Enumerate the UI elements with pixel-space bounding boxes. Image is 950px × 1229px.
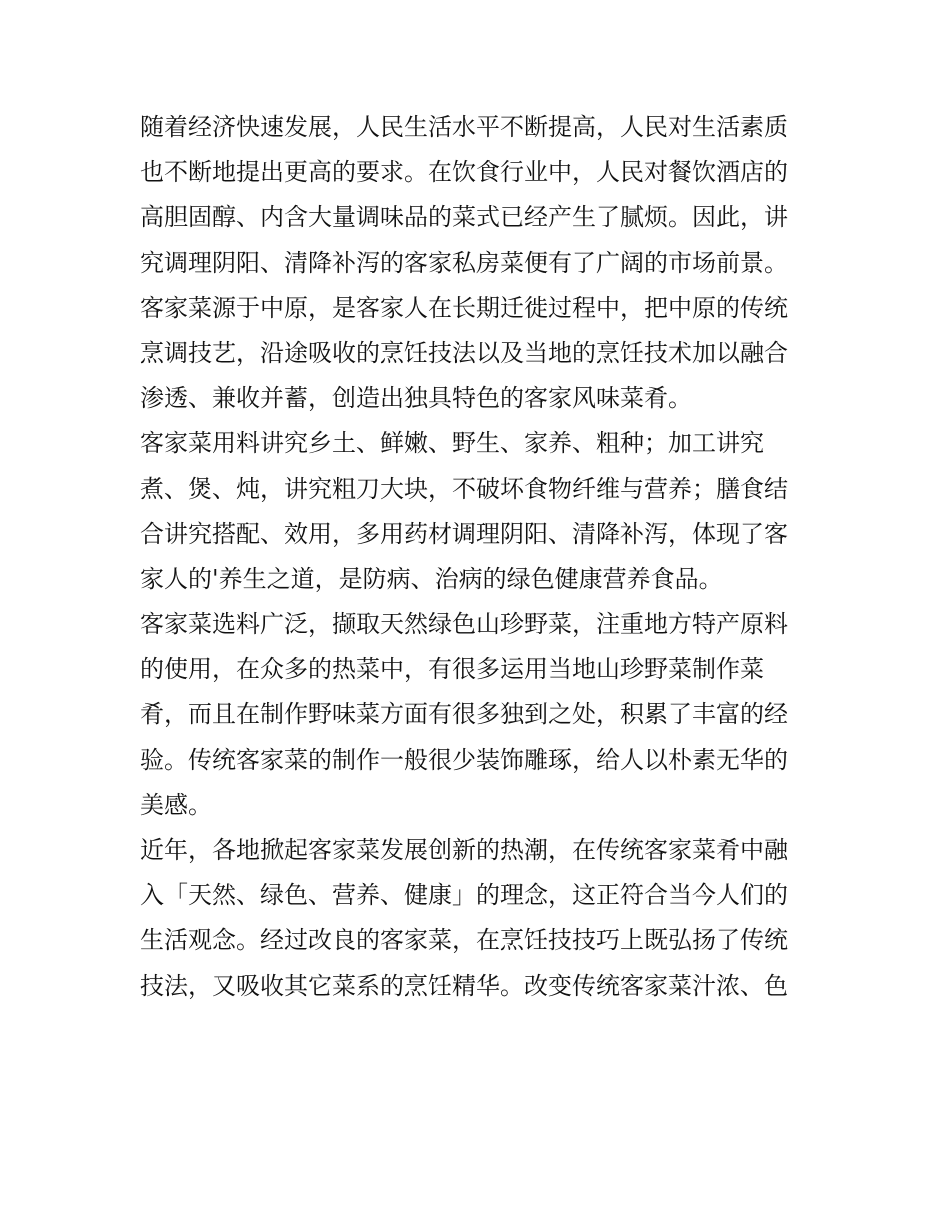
text-line: 客家菜用料讲究乡土、鲜嫩、野生、家养、粗种；加工讲究 bbox=[140, 429, 764, 458]
text-line: 技法，又吸收其它菜系的烹饪精华。改变传统客家菜汁浓、色 bbox=[140, 971, 788, 1000]
text-line: 的使用，在众多的热菜中，有很多运用当地山珍野菜制作菜 bbox=[140, 655, 764, 684]
body-text bbox=[140, 105, 830, 1009]
text-line: 随着经济快速发展，人民生活水平不断提高，人民对生活素质 bbox=[140, 113, 788, 141]
text-line: 近年，各地掀起客家菜发展创新的热潮，在传统客家菜肴中融 bbox=[140, 836, 788, 864]
text-line: 客家菜源于中原，是客家人在长期迁徙过程中，把中原的传统 bbox=[140, 293, 788, 322]
text-line: 高胆固醇、内含大量调味品的菜式已经产生了腻烦。因此，讲 bbox=[140, 203, 788, 232]
text-line: 美感。 bbox=[140, 790, 212, 819]
text-line: 家人的'养生之道，是防病、治病的绿色健康营养食品。 bbox=[140, 564, 723, 593]
text-line: 煮、煲、炖，讲究粗刀大块，不破坏食物纤维与营养；膳食结 bbox=[140, 474, 788, 503]
text-line: 也不断地提出更高的要求。在饮食行业中，人民对餐饮酒店的 bbox=[140, 158, 788, 187]
text-line: 究调理阴阳、清降补泻的客家私房菜便有了广阔的市场前景。 bbox=[140, 248, 788, 277]
text-line: 渗透、兼收并蓄，创造出独具特色的客家风味菜肴。 bbox=[140, 384, 692, 413]
text-line: 验。传统客家菜的制作一般很少装饰雕琢，给人以朴素无华的 bbox=[140, 745, 788, 774]
text-line: 入「天然、绿色、营养、健康」的理念，这正符合当今人们的 bbox=[140, 881, 788, 910]
text-line: 烹调技艺，沿途吸收的烹饪技法以及当地的烹饪技术加以融合 bbox=[140, 338, 788, 367]
text-line: 客家菜选料广泛，撷取天然绿色山珍野菜，注重地方特产原料 bbox=[140, 610, 788, 639]
text-line: 肴，而且在制作野味菜方面有很多独到之处，积累了丰富的经 bbox=[140, 700, 788, 729]
text-line: 合讲究搭配、效用，多用药材调理阴阳、清降补泻，体现了客 bbox=[140, 519, 788, 548]
text-line: 生活观念。经过改良的客家菜，在烹饪技技巧上既弘扬了传统 bbox=[140, 926, 788, 955]
